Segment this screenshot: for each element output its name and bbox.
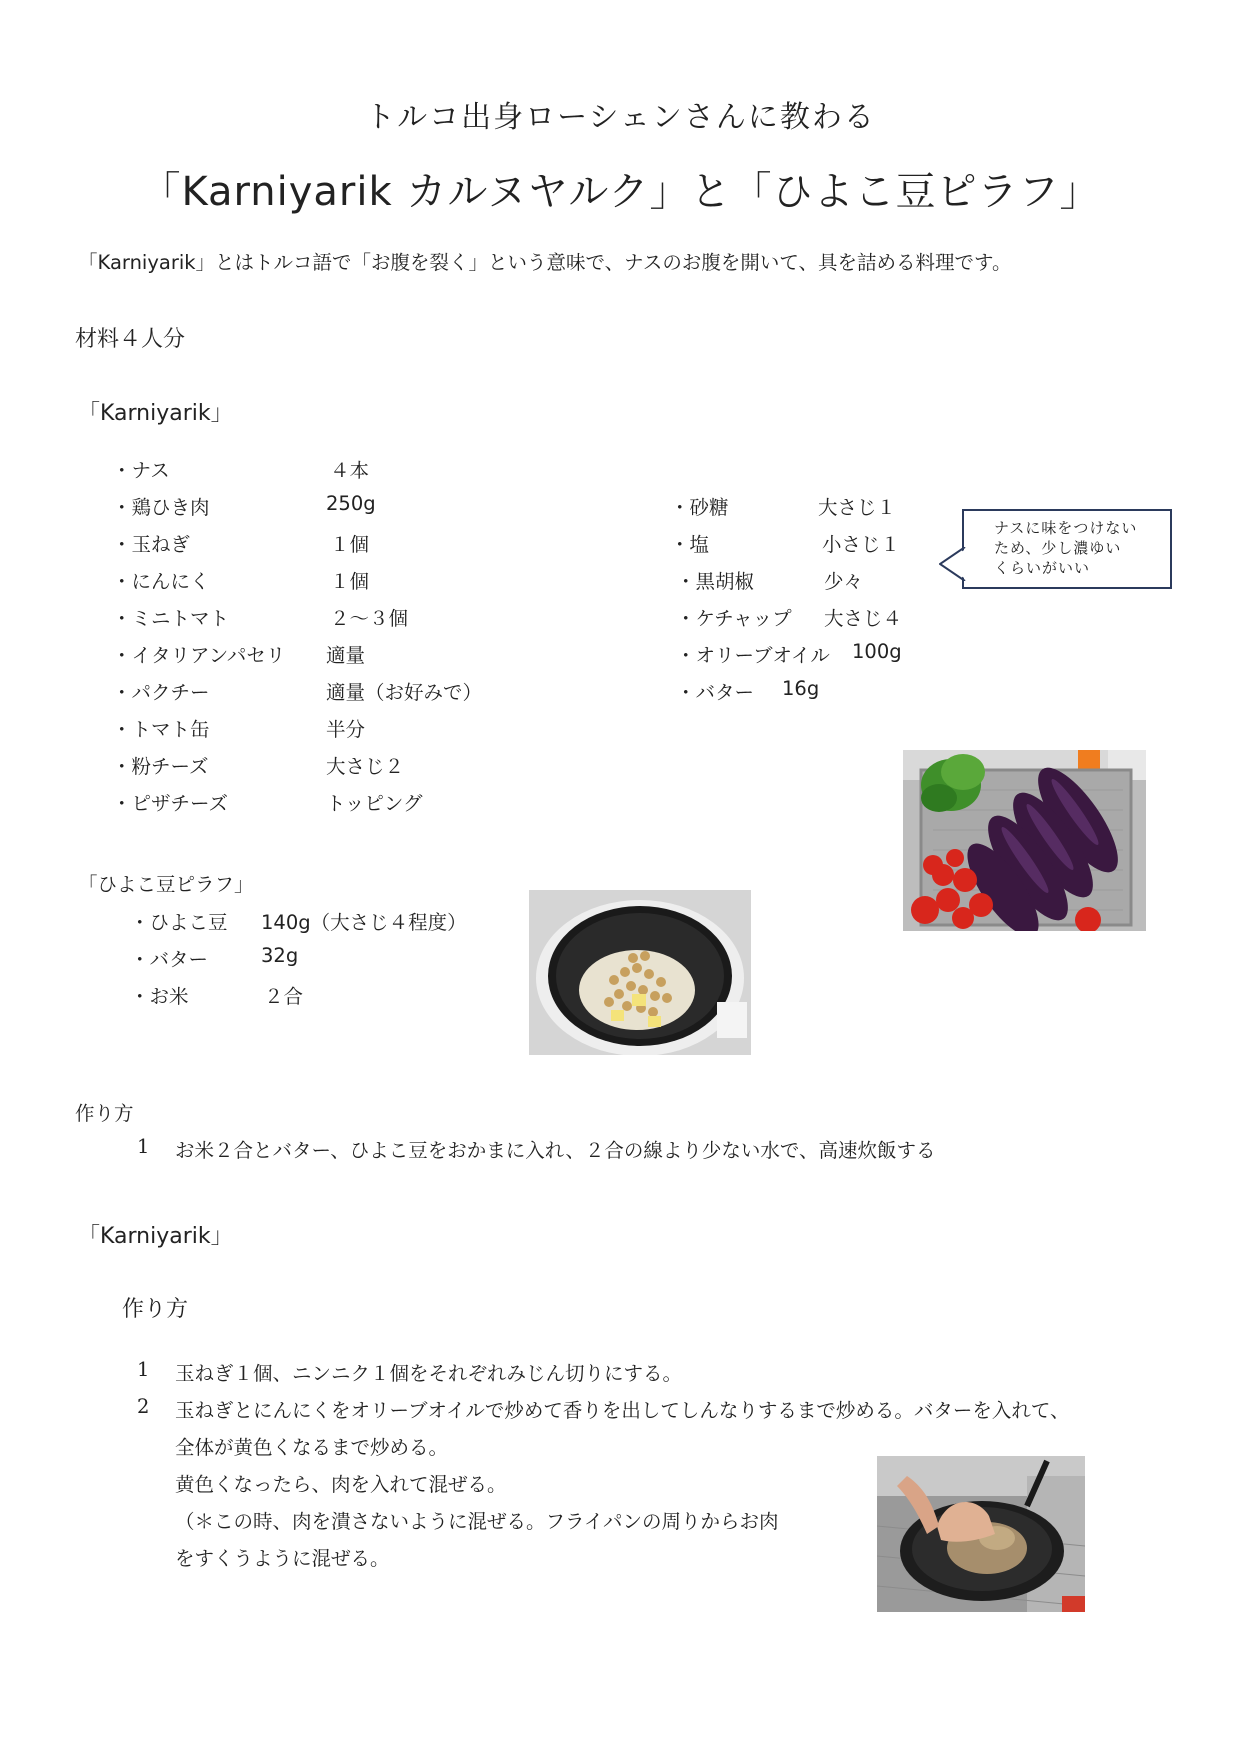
karniyarik-method-heading: 作り方 [122, 1297, 189, 1322]
seasoning-tip-callout [962, 509, 1172, 589]
ingredient-item: ・塩 小さじ１ [670, 533, 901, 556]
ingredient-item: ・粉チーズ 大さじ２ [112, 755, 405, 778]
ingredient-item: ・砂糖 大さじ１ [670, 496, 897, 519]
ingredient-item: ・黒胡椒 少々 [676, 570, 864, 593]
ingredient-item: ・お米 ２合 [130, 985, 304, 1008]
pilaf-method-heading: 作り方 [75, 1102, 134, 1125]
ingredient-item: ・ミニトマト ２～３個 [112, 607, 409, 630]
ingredient-item: ・オリーブオイル 100g [676, 640, 902, 667]
ingredient-item: ・ピザチーズ トッピング [112, 792, 423, 815]
karniyarik-ingredients-heading: 「Karniyarik」 [78, 401, 233, 426]
ingredient-item: ・バター 16g [676, 677, 820, 704]
frying-pan-photo [877, 1456, 1085, 1612]
ingredient-item: ・鶏ひき肉 250g [112, 492, 376, 519]
ingredient-item: ・パクチー 適量（お好みで） [112, 681, 483, 704]
callout-tail [939, 547, 967, 581]
ingredient-item: ・ケチャップ 大さじ４ [676, 607, 903, 630]
pilaf-ingredients-heading: 「ひよこ豆ピラフ」 [78, 873, 254, 896]
ingredient-item: ・ひよこ豆 140g（大さじ４程度） [130, 911, 467, 934]
rice-cooker-photo [529, 890, 751, 1055]
callout-line: ナスに味をつけない [994, 519, 1138, 537]
ingredient-item: ・バター 32g [130, 944, 299, 971]
callout-line: くらいがいい [994, 559, 1091, 577]
page-subtitle: トルコ出身ローシェンさんに教わる [365, 100, 876, 135]
ingredient-item: ・ナス ４本 [112, 459, 370, 482]
page-title: 「Karniyarik カルヌヤルク」と「ひよこ豆ピラフ」 [140, 169, 1101, 215]
ingredient-item: ・にんにく １個 [112, 570, 370, 593]
ingredient-item: ・トマト缶 半分 [112, 718, 366, 741]
karniyarik-method-section-heading: 「Karniyarik」 [78, 1224, 233, 1249]
ingredient-item: ・玉ねぎ １個 [112, 533, 370, 556]
intro-text: 「Karniyarik」とはトルコ語で「お腹を裂く」という意味で、ナスのお腹を開いて、具を詰める料理です。 [78, 251, 1012, 274]
eggplant-photo [903, 750, 1146, 931]
ingredient-item: ・イタリアンパセリ 適量 [112, 644, 366, 667]
ingredients-heading: 材料４人分 [75, 327, 186, 352]
callout-line: ため、少し濃ゆい [994, 539, 1122, 557]
